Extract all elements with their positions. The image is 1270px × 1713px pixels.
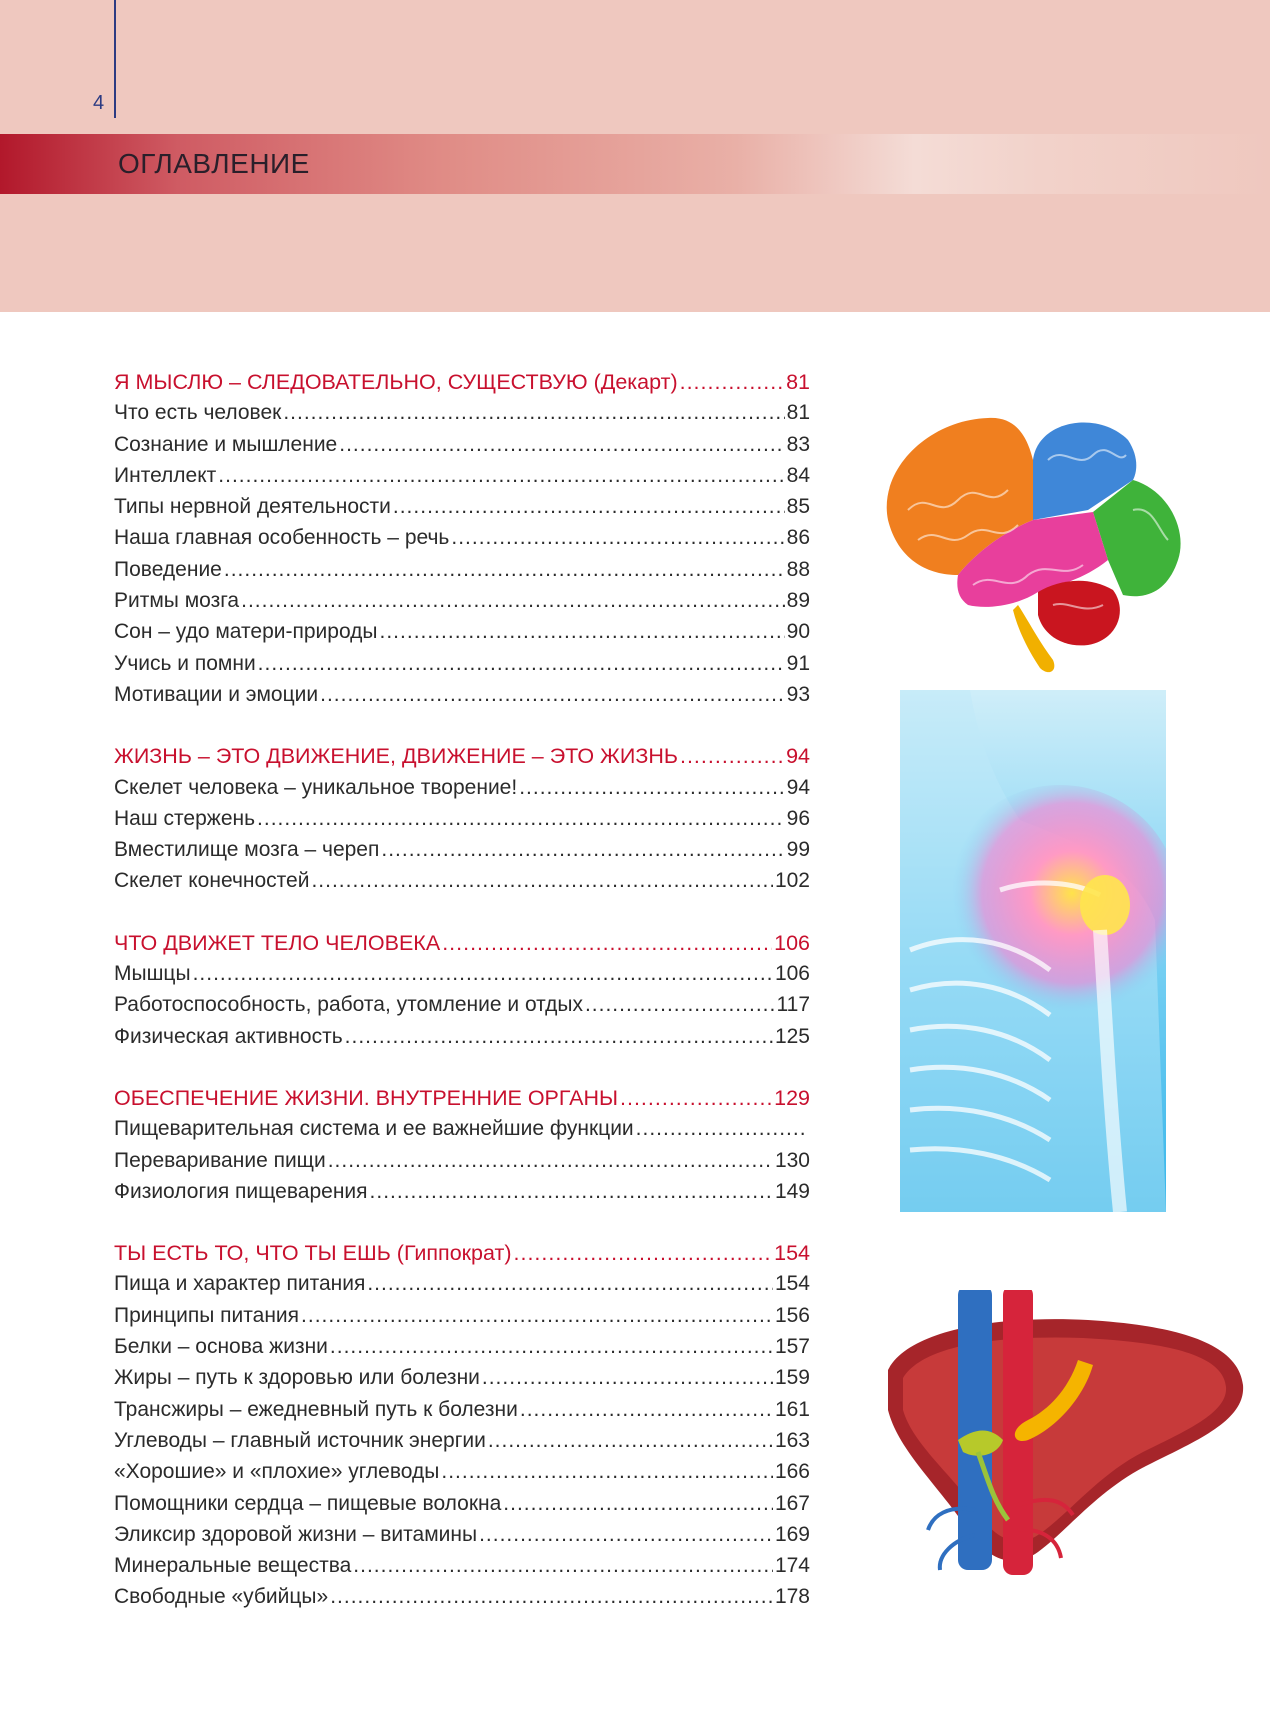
entry-page-number: 178 [774,1585,810,1609]
toc-section [114,744,810,900]
entry-page-number: 88 [786,557,810,581]
section-page-number: 129 [774,1085,810,1110]
entry-page-number: 93 [786,682,810,706]
dot-leader [381,838,784,862]
toc-entry[interactable] [114,807,810,838]
toc-entry[interactable] [114,1585,810,1616]
section-page-number: 106 [774,930,810,955]
entry-page-number: 84 [786,463,810,487]
table-of-contents [114,370,810,1647]
entry-title: Типы нервной деятельности [114,495,391,519]
toc-entry[interactable] [114,1554,810,1585]
entry-page-number: 159 [774,1366,810,1390]
entry-title: Помощники сердца – пищевые волокна [114,1491,502,1515]
toc-section [114,931,810,1056]
dot-leader [330,1335,773,1359]
entry-page-number: 86 [786,526,810,550]
toc-entry[interactable] [114,558,810,589]
entry-title: Физическая активность [114,1024,343,1048]
page-rule [114,0,116,118]
entry-title: «Хорошие» и «плохие» углеводы [114,1460,440,1484]
entry-title: Свободные «убийцы» [114,1585,329,1609]
dot-leader [311,869,773,893]
entry-title: Углеводы – главный источник энергии [114,1428,486,1452]
dot-leader [367,1272,773,1296]
toc-entry[interactable] [114,433,810,464]
toc-entry[interactable] [114,683,810,714]
entry-title: Что есть человек [114,401,282,425]
toc-entry[interactable] [114,1304,810,1335]
dot-leader [241,589,785,613]
entry-title: Работоспособность, работа, утомление и отдых [114,993,583,1017]
dot-leader [479,1523,773,1547]
page-title: ОГЛАВЛЕНИЕ [118,148,310,179]
toc-section [114,1086,810,1211]
toc-entry[interactable] [114,1117,810,1148]
entry-page-number: 125 [774,1024,810,1048]
entry-page-number: 117 [776,993,810,1017]
toc-entry[interactable] [114,464,810,495]
toc-entry[interactable] [114,869,810,900]
entry-title: Учись и помни [114,651,256,675]
dot-leader [503,1492,773,1516]
dot-leader [380,620,785,644]
toc-entry[interactable] [114,1335,810,1366]
toc-entry[interactable] [114,993,810,1024]
dot-leader [620,1086,772,1111]
liver-illustration [878,1290,1248,1620]
entry-title: Интеллект [114,463,217,487]
section-title: ЧТО ДВИЖЕТ ТЕЛО ЧЕЛОВЕКА [114,930,441,955]
dot-leader [488,1429,773,1453]
section-title: ЖИЗНЬ – ЭТО ДВИЖЕНИЕ, ДВИЖЕНИЕ – ЭТО ЖИЗНЬ [114,744,678,769]
entry-title: Сознание и мышление [114,432,338,456]
dot-leader [218,464,784,488]
section-page-number: 81 [786,370,810,394]
toc-entry[interactable] [114,620,810,651]
dot-leader [328,1149,773,1173]
toc-entry[interactable] [114,1180,810,1211]
toc-section-heading[interactable] [114,1086,810,1117]
entry-page-number: 156 [774,1303,810,1327]
entry-page-number: 91 [786,651,810,675]
toc-entry[interactable] [114,652,810,683]
entry-page-number: 99 [786,838,810,862]
entry-page-number: 102 [774,869,810,893]
entry-page-number: 106 [774,962,810,986]
section-title: ОБЕСПЕЧЕНИЕ ЖИЗНИ. ВНУТРЕННИЕ ОРГАНЫ [114,1085,619,1110]
entry-page-number: 96 [786,806,810,830]
entry-page-number: 169 [774,1522,810,1546]
entry-page-number: 174 [774,1554,810,1578]
entry-page-number: 154 [774,1272,810,1296]
dot-leader [320,683,785,707]
dot-leader [193,962,773,986]
section-title: ТЫ ЕСТЬ ТО, ЧТО ТЫ ЕШЬ (Гиппократ) [114,1241,512,1266]
dot-leader [339,433,784,457]
toc-entry[interactable] [114,401,810,432]
entry-title: Ритмы мозга [114,589,240,613]
entry-title: Скелет человека – уникальное творение! [114,775,518,799]
toc-entry[interactable] [114,1272,810,1303]
entry-page-number: 161 [774,1397,810,1421]
toc-entry[interactable] [114,1398,810,1429]
toc-entry[interactable] [114,1492,810,1523]
entry-title: Жиры – путь к здоровью или болезни [114,1366,480,1390]
dot-leader [257,807,785,831]
entry-page-number: 167 [774,1491,810,1515]
dot-leader [585,993,775,1017]
entry-page-number: 85 [786,495,810,519]
entry-page-number: 81 [786,401,810,425]
entry-title: Скелет конечностей [114,869,310,893]
skeleton-shoulder-illustration [900,690,1166,1212]
toc-entry[interactable] [114,1429,810,1460]
dot-leader [519,776,784,800]
toc-entry[interactable] [114,1025,810,1056]
entry-title: Физиология пищеварения [114,1179,368,1203]
toc-entry[interactable] [114,1460,810,1491]
toc-entry[interactable] [114,838,810,869]
dot-leader [345,1025,773,1049]
dot-leader [442,931,772,956]
entry-title: Мышцы [114,962,191,986]
dot-leader [393,495,785,519]
toc-entry[interactable] [114,776,810,807]
dot-leader [224,558,785,582]
toc-entry[interactable] [114,1366,810,1397]
toc-entry[interactable] [114,526,810,557]
dot-leader [514,1241,773,1266]
toc-section-heading[interactable] [114,931,810,962]
entry-page-number: 157 [774,1335,810,1359]
entry-page-number: 83 [786,432,810,456]
toc-entry[interactable] [114,589,810,620]
section-page-number: 154 [774,1241,810,1266]
page-number: 4 [93,92,105,114]
entry-title: Наша главная особенность – речь [114,526,450,550]
toc-entry[interactable] [114,1523,810,1554]
entry-title: Трансжиры – ежедневный путь к болезни [114,1397,518,1421]
dot-leader [680,370,784,395]
dot-leader [330,1585,773,1609]
dot-leader [301,1304,773,1328]
entry-page-number: 94 [786,775,810,799]
entry-title: Наш стержень [114,806,256,830]
dot-leader [520,1398,773,1422]
entry-title: Пищеварительная система и ее важнейшие функции [114,1117,634,1141]
dot-leader [680,744,784,769]
entry-page-number: 90 [786,620,810,644]
entry-title: Поведение [114,557,222,581]
brain-illustration [868,400,1198,680]
dot-leader [482,1366,773,1390]
dot-leader [370,1180,773,1204]
toc-entry[interactable] [114,1149,810,1180]
section-title: Я МЫСЛЮ – СЛЕДОВАТЕЛЬНО, СУЩЕСТВУЮ (Декарт) [114,370,678,394]
dot-leader [636,1117,808,1141]
entry-title: Сон – удо матери-природы [114,620,378,644]
toc-entry[interactable] [114,495,810,526]
toc-entry[interactable] [114,962,810,993]
dot-leader [441,1460,773,1484]
dot-leader [258,652,785,676]
entry-title: Мотивации и эмоции [114,682,319,706]
dot-leader [283,401,784,425]
toc-section [114,370,810,714]
entry-page-number: 89 [786,589,810,613]
entry-page-number: 149 [774,1179,810,1203]
entry-title: Эликсир здоровой жизни – витамины [114,1522,478,1546]
entry-title: Пища и характер питания [114,1272,366,1296]
entry-title: Принципы питания [114,1303,300,1327]
entry-page-number: 166 [774,1460,810,1484]
entry-title: Минеральные вещества [114,1554,352,1578]
toc-section [114,1241,810,1617]
dot-leader [353,1554,773,1578]
toc-section-heading[interactable] [114,370,810,401]
dot-leader [451,526,784,550]
entry-title: Переваривание пищи [114,1148,326,1172]
toc-section-heading[interactable] [114,1241,810,1272]
entry-page-number: 163 [774,1428,810,1452]
entry-page-number: 130 [774,1148,810,1172]
entry-title: Вместилище мозга – череп [114,838,380,862]
section-page-number: 94 [786,744,810,769]
entry-title: Белки – основа жизни [114,1335,328,1359]
toc-section-heading[interactable] [114,744,810,775]
